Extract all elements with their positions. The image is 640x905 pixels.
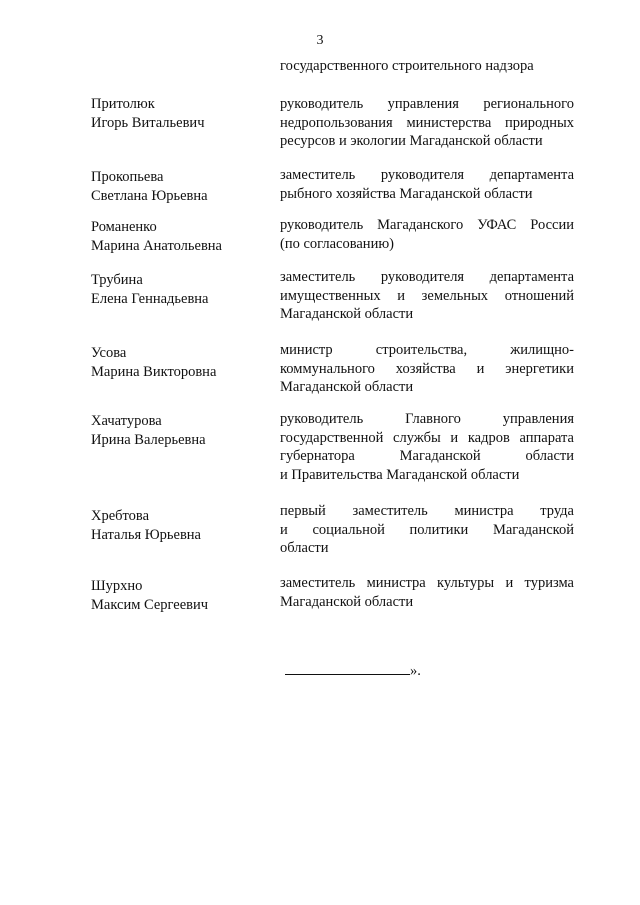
member-name (91, 412, 271, 450)
member-surname: Шурхно (91, 578, 143, 594)
position-line: первый заместитель министра труда (280, 503, 574, 519)
member-name (91, 577, 271, 615)
closing-line (285, 660, 421, 680)
member-position (280, 341, 574, 397)
member-position (280, 95, 574, 151)
member-surname: Прокопьева (91, 169, 164, 185)
member-position (280, 268, 574, 324)
position-continuation: государственного строительного надзора (280, 58, 534, 74)
member-name (91, 168, 271, 206)
member-name (91, 271, 271, 309)
position-line: недропользования министерства природных (280, 114, 574, 131)
member-position (280, 574, 574, 611)
member-surname: Трубина (91, 272, 143, 288)
member-position (280, 216, 574, 253)
position-line: заместитель руководителя департамента (280, 167, 574, 183)
member-name (91, 507, 271, 545)
position-line: руководитель управления регионального (280, 96, 574, 112)
position-line: коммунального хозяйства и энергетики (280, 360, 574, 377)
signature-underline (285, 660, 410, 675)
member-position (280, 502, 574, 558)
member-given-names: Елена Геннадьевна (91, 291, 209, 307)
member-name (91, 218, 271, 256)
member-surname: Хребтова (91, 508, 150, 524)
member-name (91, 344, 271, 382)
member-given-names: Максим Сергеевич (91, 597, 209, 613)
position-line: и социальной политики Магаданской (280, 521, 574, 538)
member-given-names: Игорь Витальевич (91, 115, 205, 131)
member-surname: Усова (91, 345, 127, 361)
member-surname: Притолюк (91, 96, 155, 112)
position-line: Магаданской области (280, 593, 414, 610)
member-surname: Романенко (91, 219, 157, 235)
closing-quote-mark: ». (410, 663, 421, 679)
member-given-names: Марина Анатольевна (91, 238, 222, 254)
position-line: губернатора Магаданской области (280, 448, 574, 464)
position-line: (по согласованию) (280, 235, 394, 252)
member-name (91, 95, 271, 133)
position-line: Магаданской области (280, 379, 414, 395)
member-given-names: Светлана Юрьевна (91, 188, 208, 204)
position-line: области (280, 540, 329, 556)
position-line: рыбного хозяйства Магаданской области (280, 185, 533, 202)
position-line: руководитель Главного управления (280, 411, 574, 427)
member-surname: Хачатурова (91, 413, 162, 429)
position-line: заместитель руководителя департамента (280, 269, 574, 285)
position-line: и Правительства Магаданской области (280, 466, 520, 483)
member-given-names: Марина Викторовна (91, 364, 217, 380)
page-number: 3 (316, 33, 324, 48)
position-line: руководитель Магаданского УФАС России (280, 217, 574, 233)
position-line: имущественных и земельных отношений (280, 287, 574, 304)
position-line: министр строительства, жилищно- (280, 342, 574, 358)
position-line: государственной службы и кадров аппарата (280, 429, 574, 446)
member-given-names: Наталья Юрьевна (91, 527, 201, 543)
position-line: заместитель министра культуры и туризма (280, 575, 574, 591)
position-line: ресурсов и экологии Магаданской области (280, 133, 543, 149)
member-given-names: Ирина Валерьевна (91, 432, 206, 448)
position-line: Магаданской области (280, 306, 414, 322)
member-position (280, 166, 574, 203)
member-position (280, 410, 574, 484)
